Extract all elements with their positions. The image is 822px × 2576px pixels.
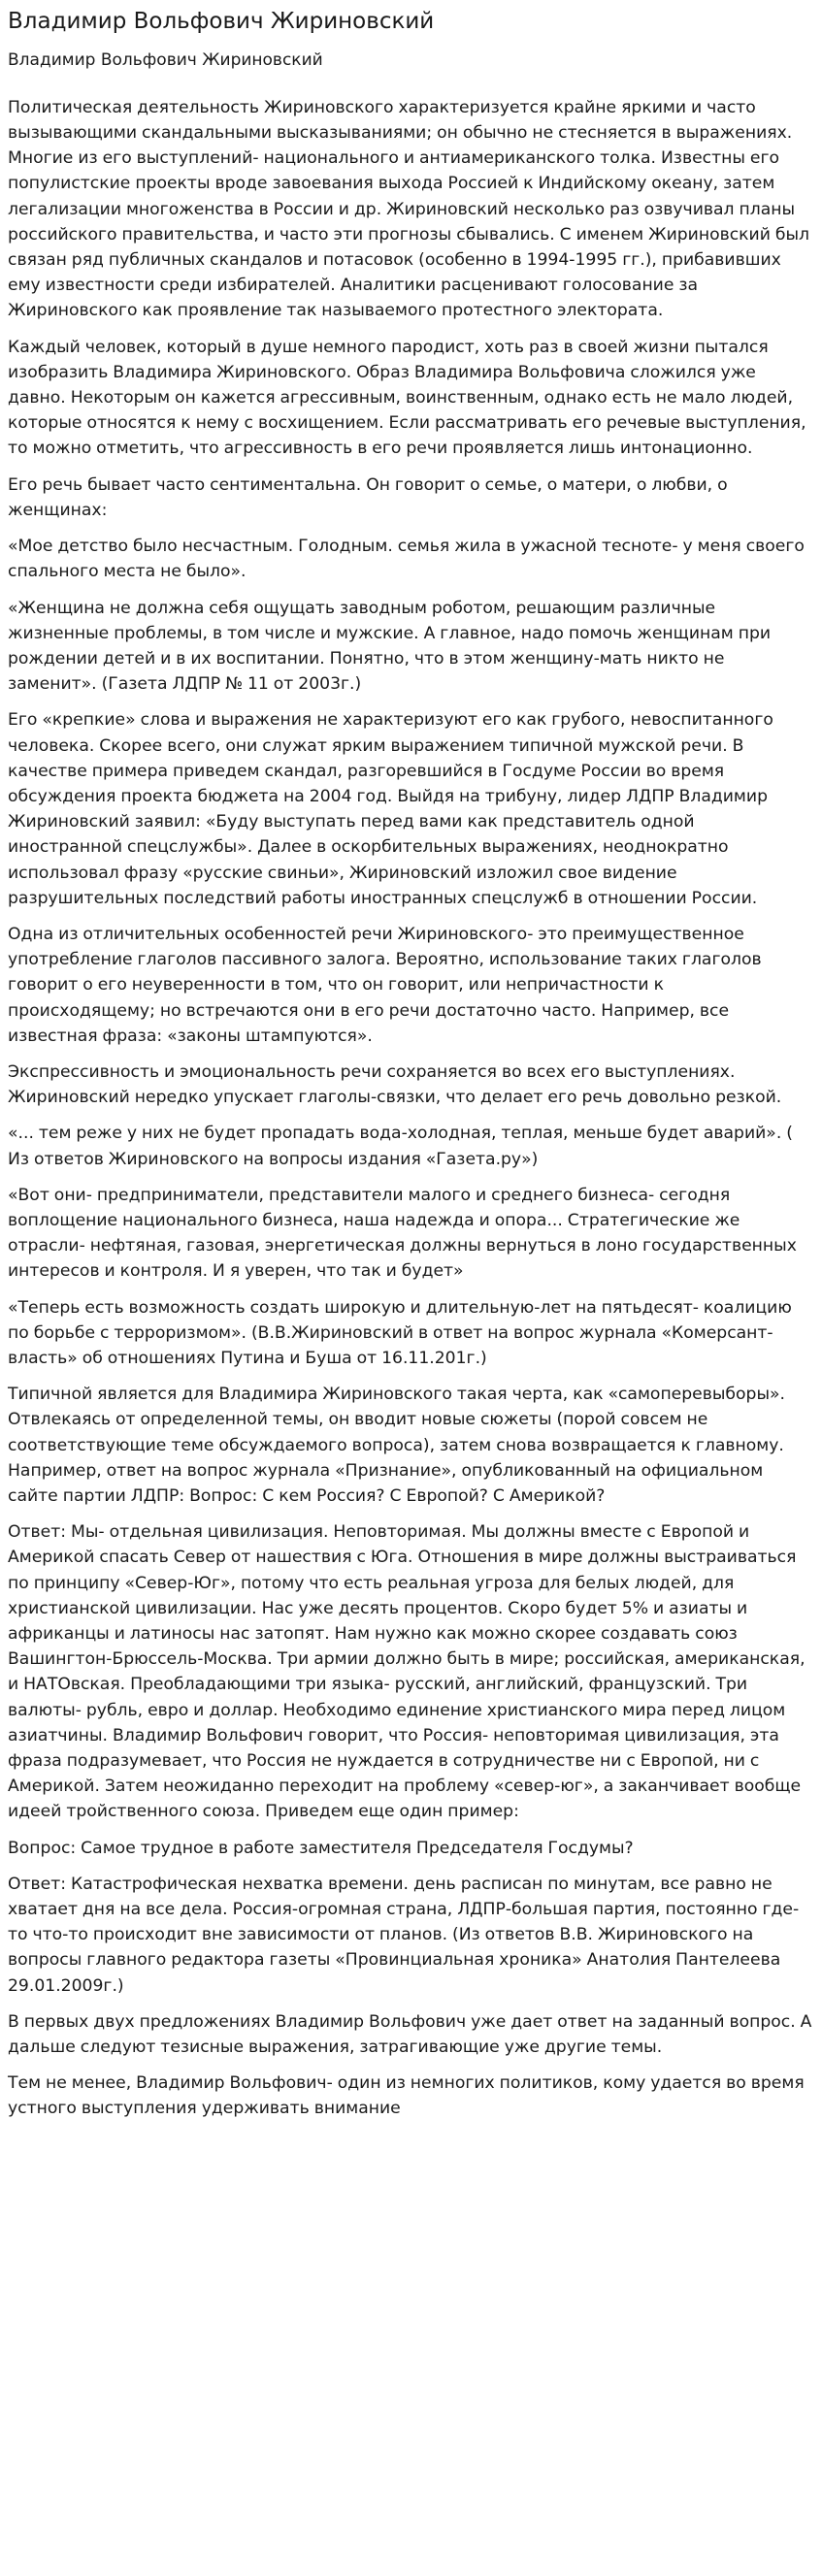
quote-women: «Женщина не должна себя ощущать заводным роботом, решающим различные жизненные проблемы, в том числе и мужские. А главное, надо помочь женщинам при рождении детей и в их воспитании. Понятно, что в этом женщину-мать никто не заменит». (Газета ЛДПР № 11 от 2003г.): [8, 598, 772, 695]
paragraph-strong-words: Его «крепкие» слова и выражения не характеризуют его как грубого, невоспитанного человека. Скорее всего, они служат ярким выражением типичной мужской речи. В качестве примера приведем скандал, разгоревшийся в Госдуме России во время обсуждения проекта бюджета на 2004 год. Выйдя на трибуну, лидер ЛДПР Владимир Жириновский заявил: «Буду выступать перед вами как представитель одной иностранной спецслужбы». Далее в оскорбительных выражениях, неоднократно использовал фразу «русские свиньи», Жириновский изложил свое видение разрушительных последствий работы иностранных спецслужб в отношении России.: [8, 710, 773, 908]
paragraph-2: Каждый человек, который в душе немного пародист, хоть раз в своей жизни пытался изобразить Владимира Жириновского. Образ Владимира Вольфовича сложился уже давно. Некоторым он кажется агрессивным, воинственным, однако есть не мало людей, которые относятся к нему с восхищением. Если рассматривать его речевые выступления, то можно отметить, что агрессивность в его речи проявляется лишь интонационно.: [8, 337, 806, 459]
quote-water: «... тем реже у них не будет пропадать вода-холодная, теплая, меньше будет аварий». ( Из ответов Жириновского на вопросы издания «Газета.ру»): [8, 1124, 793, 1169]
answer-civilization: Ответ: Мы- отдельная цивилизация. Неповторимая. Мы должны вместе с Европой и Америкой спасать Север от нашествия с Юга. Отношения в мире должны выстраиваться по принципу «Север-Юг», потому что есть реальная угроза для белых людей, для христианской цивилизации. Нас уже десять процентов. Скоро будет 5% и азиаты и африканцы и латиносы нас затопят. Нам нужно как можно скорее создавать союз Вашингтон-Брюссель-Москва. Три армии должно быть в мире; российская, американская, и НАТОвская. Преобладающими три языка- русский, английский, французский. Три валюты- рубль, евро и доллар. Необходимо единение христианского мира перед лицом азиатчины. Владимир Вольфович говорит, что Россия- неповторимая цивилизация, эта фраза подразумевает, что Россия не нуждается в сотрудничестве ни с Европой, ни с Америкой. Затем неожиданно переходит на проблему «север-юг», а заканчивает вообще идеей тройственного союза. Приведем еще один пример:: [8, 1522, 806, 1822]
answer-time: Ответ: Катастрофическая нехватка времени. день расписан по минутам, все равно не хватает дня на все дела. Россия-огромная страна, ЛДПР-большая партия, постоянно где-то что-то происходит вне зависимости от планов. (Из ответов В.В. Жириновского на вопросы главного редактора газеты «Провинциальная хроника» Анатолия Пантелеева 29.01.2009г.): [8, 1874, 800, 1996]
question-hardest: Вопрос: Самое трудное в работе заместителя Председателя Госдумы?: [8, 1838, 634, 1858]
paragraph-analysis: В первых двух предложениях Владимир Вольфович уже дает ответ на заданный вопрос. А дальше следуют тезисные выражения, затрагивающие уже другие темы.: [8, 2011, 812, 2058]
quote-coalition: «Теперь есть возможность создать широкую и длительную-лет на пятьдесят- коалицию по борьбе с терроризмом». (В.В.Жириновский в ответ на вопрос журнала «Комерсант-власть» об отношениях Путина и Буша от 16.11.201г.): [8, 1297, 792, 1368]
paragraph-passive-voice: Одна из отличительных особенностей речи Жириновского- это преимущественное употребление глаголов пассивного залога. Вероятно, использование таких глаголов говорит о его неуверенности в том, что он говорит, или непричастности к происходящему; но встречаются они в его речи достаточно часто. Например, все известная фраза: «законы штампуются».: [8, 924, 762, 1046]
document-author: Владимир Вольфович Жириновский: [8, 49, 323, 70]
document-title: Владимир Вольфович Жириновский: [8, 9, 435, 34]
paragraph-3: Его речь бывает часто сентиментальна. Он говорит о семье, о матери, о любви, о женщинах:: [8, 474, 728, 520]
paragraph-1: Политическая деятельность Жириновского характеризуется крайне яркими и часто вызывающими скандальными высказываниями; он обычно не стесняется в выражениях. Многие из его выступлений- национального и антиамериканского толка. Известны его популистские проекты вроде завоевания выхода Россией к Индийскому океану, затем легализации многоженства в России и др. Жириновский несколько раз озвучивал планы российского правительства, и часто эти прогнозы сбывались. С именем Жириновский был связан ряд публичных скандалов и потасовок (особенно в 1994-1995 гг.), прибавивших ему известности среди избирателей. Аналитики расценивают голосование за Жириновского как проявление так называемого протестного электората.: [8, 97, 810, 321]
paragraph-self-reelection: Типичной является для Владимира Жириновского такая черта, как «самоперевыборы». Отвлекаясь от определенной темы, он вводит новые сюжеты (порой совсем не соответствующие теме обсуждаемого вопроса), затем снова возвращается к главному. Например, ответ на вопрос журнала «Признание», опубликованный на официальном сайте партии ЛДПР: Вопрос: С кем Россия? С Европой? С Америкой?: [8, 1385, 786, 1506]
quote-childhood: «Мое детство было несчастным. Голодным. семья жила в ужасной тесноте- у меня своего спального места не было».: [8, 537, 805, 582]
paragraph-expressiveness: Экспрессивность и эмоциональность речи сохраняется во всех его выступлениях. Жириновский нередко упускает глаголы-связки, что делает его речь довольно резкой.: [8, 1061, 782, 1108]
quote-business: «Вот они- предприниматели, представители малого и среднего бизнеса- сегодня воплощение национального бизнеса, наша надежда и опора... Стратегические же отрасли- нефтяная, газовая, энергетическая должны вернуться в лоно государственных интересов и контроля. И я уверен, что так и будет»: [8, 1185, 797, 1282]
paragraph-conclusion: Тем не менее, Владимир Вольфович- один из немногих политиков, кому удается во время устного выступления удерживать внимание: [8, 2073, 805, 2119]
